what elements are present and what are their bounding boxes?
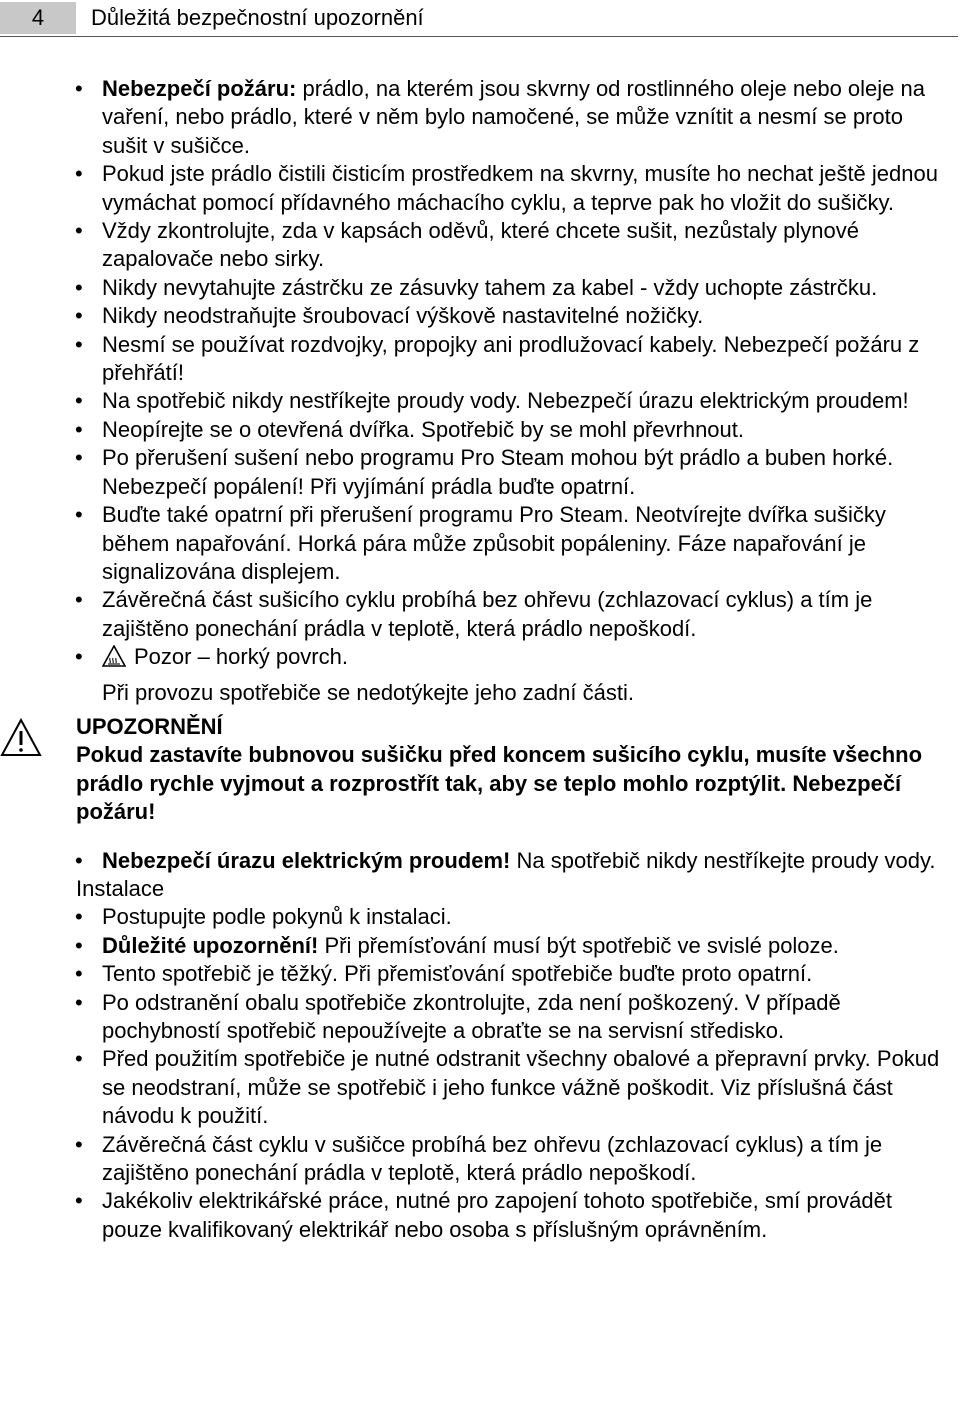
warning-block [0,713,960,827]
page-header [0,0,960,38]
page-content [0,75,960,1244]
list-item: • Nebezpečí požáru: prádlo, na kterém jsou skvrny od rostlinného oleje nebo oleje na vaření, nebo prádlo, které v něm bylo namočené, se může vznítit a nesmí se proto sušit v sušičce. [75,76,925,158]
list-item: • Vždy zkontrolujte, zda v kapsách oděvů, které chcete sušit, nezůstaly plynové zapalovače nebo sirky. [75,218,859,272]
list-item: • Nikdy nevytahujte zástrčku ze zásuvky tahem za kabel - vždy uchopte zástrčku. [75,274,878,300]
list-item: • Po přerušení sušení nebo programu Pro Steam mohou být prádlo a buben horké. Nebezpečí popálení! Při vyjímání prádla buďte opatrní. [75,445,894,499]
install-list [0,903,960,1244]
list-item-hot-surface: • Pozor – horký povrch. [75,644,348,670]
warning-triangle-icon [0,717,42,757]
list-item: • Buďte také opatrní při přerušení programu Pro Steam. Neotvírejte dvířka sušičky během napařování. Horká pára může způsobit popáleniny. Fáze napařování je signalizována displejem. [75,502,886,584]
list-item: • Tento spotřebič je těžký. Při přemisťování spotřebiče buďte proto opatrní. [75,961,813,987]
list-item: • Nesmí se používat rozdvojky, propojky ani prodlužovací kabely. Nebezpečí požáru z přehřátí! [75,331,920,386]
warning-title: UPOZORNĚNÍ [76,713,223,739]
hot-surface-note: Při provozu spotřebiče se nedotýkejte jeho zadní části. [102,679,634,705]
list-item: • Na spotřebič nikdy nestříkejte proudy vody. Nebezpečí úrazu elektrickým proudem! [75,388,909,414]
list-item: • Před použitím spotřebiče je nutné odstranit všechny obalové a přepravní prvky. Pokud se neodstraní, může se spotřebič i jeho funkce vážně poškodit. Viz příslušná část návodu k použití. [75,1046,940,1129]
install-title: Instalace [76,875,165,901]
safety-list [0,75,960,672]
header-divider [0,36,958,37]
section-header-title: Důležitá bezpečnostní upozornění [91,5,424,30]
hot-surface-icon [102,645,126,667]
page-number: 4 [0,2,76,34]
list-item: • Neopírejte se o otevřená dvířka. Spotřebič by se mohl převrhnout. [75,416,745,442]
list-item: • Po odstranění obalu spotřebiče zkontrolujte, zda není poškozený. V případě pochybností spotřebič nepoužívejte a obraťte se na servisní středisko. [75,989,841,1043]
electric-list [0,847,960,875]
list-item: • Jakékoliv elektrikářské práce, nutné pro zapojení tohoto spotřebiče, smí provádět pouze kvalifikovaný elektrikář nebo osoba s příslušným oprávněním. [75,1188,892,1242]
list-item: • Nebezpečí úrazu elektrickým proudem! Na spotřebič nikdy nestříkejte proudy vody. [75,847,936,873]
list-item: • Pokud jste prádlo čistili čisticím prostředkem na skvrny, musíte ho nechat ještě jednou vymáchat pomocí přídavného máchacího cyklu, a teprve pak ho vložit do sušičky. [75,161,938,215]
list-item: • Závěrečná část sušicího cyklu probíhá bez ohřevu (zchlazovací cyklus) a tím je zajištěno ponechání prádla v teplotě, která prádlo nepoškodí. [75,587,873,641]
list-item: • Postupujte podle pokynů k instalaci. [75,904,452,930]
list-item: • Závěrečná část cyklu v sušičce probíhá bez ohřevu (zchlazovací cyklus) a tím je zajištěno ponechání prádla v teplotě, která prádlo nepoškodí. [75,1131,883,1186]
list-item: • Důležité upozornění! Při přemísťování musí být spotřebič ve svislé poloze. [75,932,839,958]
list-item: • Nikdy neodstraňujte šroubovací výškově nastavitelné nožičky. [75,303,704,329]
warning-text: Pokud zastavíte bubnovou sušičku před koncem sušicího cyklu, musíte všechno prádlo rychle vyjmout a rozprostřít tak, aby se teplo mohlo rozptýlit. Nebezpečí požáru! [76,742,923,825]
